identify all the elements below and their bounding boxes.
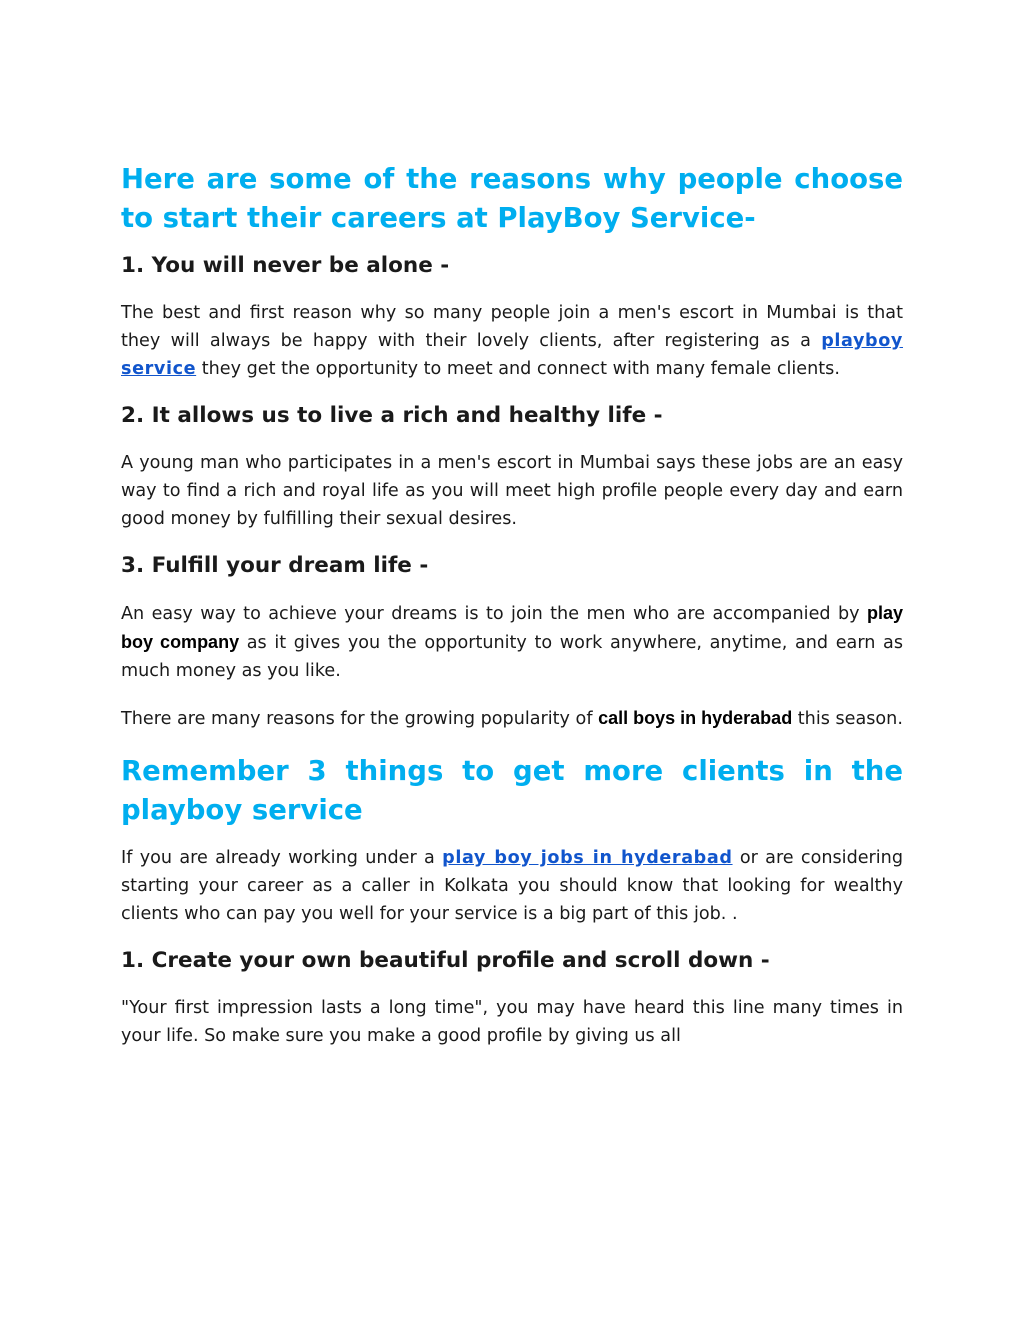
paragraph-text: An easy way to achieve your dreams is to join the men who are accompanied by [121,604,867,624]
paragraph-text: this season. [792,709,903,729]
play-boy-jobs-link[interactable]: play boy jobs in hyderabad [442,848,733,868]
paragraph-text: There are many reasons for the growing popularity of [121,709,599,729]
paragraph-never-alone [121,299,903,383]
paragraph-rich-life: A young man who participates in a men's escort in Mumbai says these jobs are an easy way to find a rich and royal life as you will meet high profile people every day and earn good money by fulfilling their sexual desires. [121,453,903,529]
paragraph-profile: "Your first impression lasts a long time", you may have heard this line many times in your life. So make sure you make a good profile by giving us all [121,998,903,1046]
document-page [121,160,903,1069]
paragraph-text: they get the opportunity to meet and connect with many female clients. [196,359,840,379]
item-title-profile: 1. Create your own beautiful profile and scroll down - [121,948,770,973]
paragraph-text: as it gives you the opportunity to work anywhere, anytime, and earn as much money as you like. [121,633,903,681]
paragraph-dream-life [121,599,903,685]
item-title-dream-life: 3. Fulfill your dream life - [121,553,429,578]
item-title-rich-life: 2. It allows us to live a rich and healthy life - [121,403,663,428]
play-boy-company-bold: play boy company [121,603,903,652]
paragraph-text: or are considering starting your career as a caller in Kolkata you should know that looking for wealthy clients who can pay you well for your service is a big part of this job. . [121,848,903,924]
paragraph-popularity [121,704,903,733]
section-heading-remember: Remember 3 things to get more clients in the playboy service [121,755,903,826]
paragraph-text: If you are already working under a [121,848,443,868]
paragraph-text: The best and first reason why so many people join a men's escort in Mumbai is that they will always be happy with their lovely clients, after registering as a [121,303,903,351]
item-title-never-alone: 1. You will never be alone - [121,253,450,278]
section-heading-reasons: Here are some of the reasons why people choose to start their careers at PlayBoy Service- [121,163,903,234]
playboy-service-link[interactable]: playboy service [121,331,903,379]
paragraph-intro [121,844,903,928]
call-boys-hyderabad-bold: call boys in hyderabad [598,708,793,728]
